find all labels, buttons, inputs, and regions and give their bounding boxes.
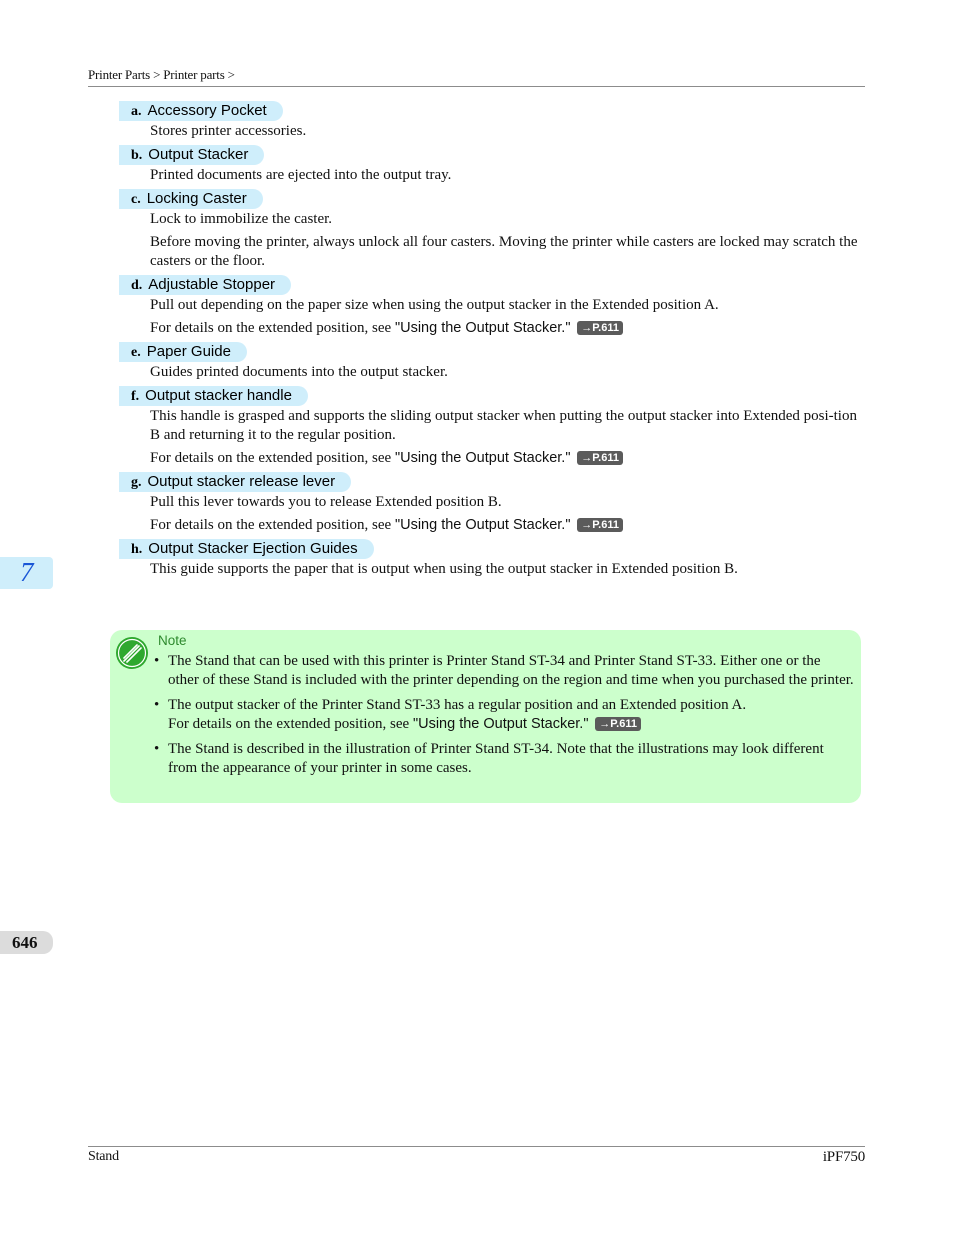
note-text: The Stand that can be used with this printer is Printer Stand ST-34 and Printer Stand ST-33. Either one or the other of these Stand is included with the printer depending on the region and time when you purchased the printer. — [168, 653, 854, 688]
item-reference — [150, 516, 865, 535]
item-letter: g. — [131, 475, 142, 490]
item-description: This guide supports the paper that is output when using the output stacker in Extended position B. — [150, 561, 738, 577]
item-title: Adjustable Stopper — [148, 276, 276, 293]
item-title: Output Stacker — [148, 146, 249, 163]
item-letter: e. — [131, 345, 141, 360]
item-heading — [119, 101, 283, 121]
note-text: The Stand is described in the illustration of Printer Stand ST-34. Note that the illustrations may look different from the appearance of your printer in some cases. — [168, 741, 824, 776]
note-list — [154, 652, 854, 784]
item-heading — [119, 145, 264, 165]
item-title: Output stacker handle — [145, 387, 292, 404]
parts-list — [119, 101, 865, 583]
item-letter: f. — [131, 389, 140, 404]
list-item — [119, 145, 865, 185]
breadcrumb: Printer Parts > Printer parts > — [88, 67, 865, 87]
item-heading — [119, 342, 247, 362]
reference-prefix: For details on the extended position, see — [150, 517, 395, 533]
list-item — [119, 189, 865, 271]
item-heading — [119, 472, 351, 492]
reference-link[interactable]: "Using the Output Stacker." — [412, 716, 589, 732]
item-reference — [150, 319, 865, 338]
item-reference — [150, 449, 865, 468]
note-bullet: • The Stand that can be used with this printer is Printer Stand ST-34 and Printer Stand ST-33. Either one or the other of these Stand is included with the printer depending on the region and time when you purchased the printer. — [154, 653, 854, 688]
page-reference-badge[interactable]: →P.611 — [595, 717, 641, 731]
note-bullet: • The Stand is described in the illustration of Printer Stand ST-34. Note that the illustrations may look different from the appearance of your printer in some cases. — [154, 741, 824, 776]
note-bullet: • The output stacker of the Printer Stand ST-33 has a regular position and an Extended position A. For details on the extended position, see "Using the Output Stacker." →P.611 — [154, 697, 747, 732]
item-caution: Before moving the printer, always unlock all four casters. Moving the printer while casters are locked may scratch the casters or the floor. — [150, 234, 858, 269]
item-title: Paper Guide — [146, 343, 231, 360]
item-description: Stores printer accessories. — [150, 123, 307, 139]
reference-link[interactable]: "Using the Output Stacker." — [394, 320, 571, 336]
reference-link[interactable]: "Using the Output Stacker." — [394, 450, 571, 466]
item-description: Pull out depending on the paper size when using the output stacker in the Extended position A. — [150, 297, 719, 313]
list-item — [119, 342, 865, 382]
item-letter: h. — [131, 542, 143, 557]
list-item — [119, 472, 865, 535]
page-reference-badge[interactable]: →P.611 — [577, 321, 623, 335]
item-title: Output stacker release lever — [147, 473, 336, 490]
item-title: Accessory Pocket — [147, 102, 267, 119]
footer — [88, 1146, 865, 1165]
note-box — [110, 630, 861, 803]
note-title: Note — [158, 633, 187, 648]
list-item — [119, 275, 865, 338]
item-letter: a. — [131, 104, 142, 119]
item-letter: b. — [131, 148, 143, 163]
item-heading — [119, 189, 263, 209]
page-reference-badge[interactable]: →P.611 — [577, 518, 623, 532]
item-description: Printed documents are ejected into the output tray. — [150, 167, 452, 183]
page-number: 646 — [12, 933, 38, 952]
item-description: Guides printed documents into the output stacker. — [150, 364, 448, 380]
reference-prefix: For details on the extended position, see — [150, 320, 395, 336]
reference-prefix: For details on the extended position, see — [168, 716, 413, 732]
reference-prefix: For details on the extended position, see — [150, 450, 395, 466]
chapter-number: 7 — [20, 557, 34, 587]
list-item — [119, 386, 865, 468]
item-description: Lock to immobilize the caster. — [150, 211, 333, 227]
item-description: Pull this lever towards you to release Extended position B. — [150, 494, 502, 510]
item-heading — [119, 386, 308, 406]
reference-link[interactable]: "Using the Output Stacker." — [394, 517, 571, 533]
footer-left: Stand — [88, 1149, 119, 1164]
note-text: The output stacker of the Printer Stand ST-33 has a regular position and an Extended position A. — [168, 697, 747, 713]
page-number-tab — [0, 931, 53, 954]
item-heading — [119, 539, 374, 559]
chapter-tab[interactable] — [0, 557, 53, 589]
item-heading — [119, 275, 291, 295]
item-letter: c. — [131, 192, 141, 207]
footer-right: iPF750 — [822, 1149, 865, 1165]
item-description: This handle is grasped and supports the sliding output stacker when putting the output stacker into Extended posi-tion B and returning it to the regular position. — [150, 408, 857, 443]
list-item — [119, 539, 865, 579]
page-reference-badge[interactable]: →P.611 — [577, 451, 623, 465]
item-letter: d. — [131, 278, 143, 293]
item-title: Output Stacker Ejection Guides — [148, 540, 358, 557]
pencil-note-icon — [115, 636, 149, 670]
item-title: Locking Caster — [146, 190, 247, 207]
list-item — [119, 101, 865, 141]
